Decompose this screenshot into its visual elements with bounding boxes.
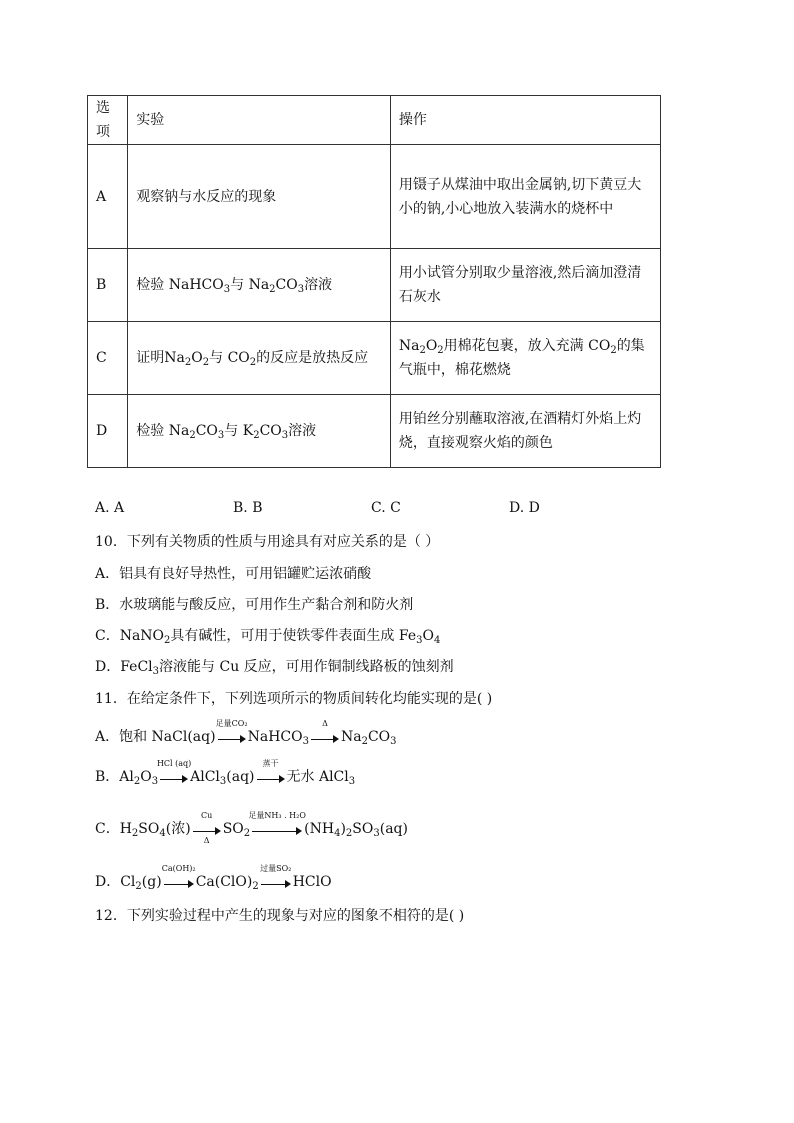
q9-option-c[interactable]: C. C	[371, 500, 401, 516]
row-operation	[390, 322, 660, 395]
subscript: 2	[164, 635, 171, 646]
text-part: CO	[259, 423, 282, 439]
text-part: 证明Na	[136, 350, 185, 366]
arrow-condition: Cu	[201, 811, 213, 820]
text-part: (NH	[304, 821, 335, 837]
text-part: 检验 Na	[136, 423, 190, 439]
subscript: 2	[133, 776, 141, 787]
subscript: 2	[361, 736, 368, 747]
text-part: 检验 NaHCO	[136, 277, 224, 293]
table-header-row	[88, 96, 661, 145]
reaction-arrow	[156, 759, 192, 784]
text-part: SO	[138, 821, 160, 837]
arrow-condition: Ca(OH)₂	[161, 864, 196, 873]
q10-option-b[interactable]: B．水玻璃能与酸反应，可用作生产黏合剂和防火剂	[95, 597, 414, 613]
text-part: (aq)	[379, 821, 408, 837]
row-option: D	[88, 395, 128, 468]
text-part: O	[422, 628, 434, 644]
text-part: SO	[352, 821, 374, 837]
header-experiment: 实验	[128, 96, 391, 145]
text-part: C．NaNO	[95, 628, 165, 644]
text-part: (g)	[141, 874, 162, 890]
q11-option-b[interactable]	[95, 759, 356, 787]
reaction-arrow	[161, 864, 196, 889]
q9-option-d[interactable]: D. D	[509, 500, 540, 516]
text-part: 无水 AlCl	[286, 769, 349, 785]
text-part: CO	[275, 277, 298, 293]
reaction-arrow	[248, 811, 306, 836]
subscript: 2	[437, 345, 444, 356]
text-part: Na	[340, 729, 362, 745]
row-option: A	[88, 145, 128, 249]
text-part: Na	[398, 338, 420, 354]
q11-option-d[interactable]	[95, 864, 332, 892]
arrow-condition: 足量CO₂	[215, 719, 248, 728]
q9-options	[95, 500, 540, 516]
text-part: 与 CO	[209, 350, 250, 366]
arrow-condition-below: Δ	[203, 836, 210, 845]
row-option: B	[88, 249, 128, 322]
subscript: 2	[131, 828, 139, 839]
text-part: 与 Na	[230, 277, 270, 293]
text-part: (aq)	[226, 769, 255, 785]
subscript: 2	[135, 881, 142, 892]
q11-option-a[interactable]	[95, 719, 397, 747]
text-part: CO	[367, 729, 391, 745]
text-part: 的反应是放热反应	[256, 350, 369, 366]
text-part: 溶液能与 Cu 反应，可用作铜制线路板的蚀刻剂	[159, 659, 454, 675]
subscript: 3	[416, 635, 423, 646]
table-row	[88, 395, 661, 468]
q10-option-c[interactable]	[95, 625, 440, 645]
row-experiment: 观察钠与水反应的现象	[128, 145, 391, 249]
subscript: 2	[249, 357, 257, 368]
arrow-condition: HCl (aq)	[156, 759, 192, 768]
q9-option-a[interactable]: A. A	[95, 500, 125, 516]
row-option: C	[88, 322, 128, 395]
text-part: A．饱和 NaCl(aq)	[95, 729, 216, 745]
q10-option-a[interactable]: A．铝具有良好导热性，可用铝罐贮运浓硝酸	[95, 566, 372, 582]
text-part: Ca(ClO)	[195, 874, 253, 890]
reaction-arrow	[193, 811, 221, 845]
reaction-arrow	[257, 759, 285, 784]
q10-option-d[interactable]	[95, 656, 454, 676]
subscript: 2	[610, 345, 617, 356]
text-part: O	[140, 769, 152, 785]
subscript: 3	[219, 776, 227, 787]
text-part: NaHCO	[247, 729, 303, 745]
reaction-arrow	[215, 719, 248, 744]
text-part: SO	[222, 821, 244, 837]
text-part: 溶液	[288, 423, 317, 439]
subscript: 3	[373, 828, 380, 839]
q9-option-b[interactable]: B. B	[233, 500, 263, 516]
text-part: D．Cl	[95, 874, 136, 890]
arrow-condition: 过量SO₂	[260, 864, 292, 873]
table-row	[88, 145, 661, 249]
subscript: 2	[189, 430, 196, 441]
subscript: 4	[433, 635, 441, 646]
q12-stem: 12．下列实验过程中产生的现象与对应的图象不相符的是( )	[95, 908, 465, 924]
subscript: 3	[151, 776, 159, 787]
row-operation: 用铂丝分别蘸取溶液,在酒精灯外焰上灼烧，直接观察火焰的颜色	[390, 395, 660, 468]
text-part: 溶液	[304, 277, 333, 293]
text-part: O	[425, 338, 438, 354]
subscript: 4	[159, 828, 166, 839]
subscript: 2	[253, 430, 260, 441]
subscript: 2	[252, 881, 259, 892]
text-part: 与 K	[224, 423, 254, 439]
arrow-condition: Δ	[322, 719, 328, 728]
table-row	[88, 322, 661, 395]
subscript: 2	[202, 357, 210, 368]
subscript: 3	[281, 430, 289, 441]
text-part: (浓)	[165, 821, 191, 837]
table-row	[88, 249, 661, 322]
q10-stem: 10．下列有关物质的性质与用途具有对应关系的是（ ）	[95, 534, 440, 550]
text-part: O	[191, 350, 203, 366]
text-part: C．H	[95, 821, 132, 837]
subscript: 3	[223, 284, 231, 295]
subscript: 3	[390, 736, 397, 747]
subscript: 3	[348, 776, 356, 787]
row-experiment	[128, 249, 391, 322]
header-option: 选项	[88, 96, 128, 145]
text-part: )	[340, 821, 346, 837]
text-part: B．Al	[95, 769, 134, 785]
subscript: 2	[419, 345, 426, 356]
subscript: 3	[297, 284, 305, 295]
text-part: HClO	[292, 874, 332, 890]
header-operation: 操作	[390, 96, 660, 145]
arrow-condition: 足量NH₃ . H₂O	[248, 811, 306, 820]
row-operation: 用小试管分别取少量溶液,然后滴加澄清石灰水	[390, 249, 660, 322]
row-experiment	[128, 395, 391, 468]
subscript: 2	[345, 828, 353, 839]
subscript: 4	[334, 828, 341, 839]
subscript: 3	[217, 430, 225, 441]
q11-stem: 11．在给定条件下，下列选项所示的物质间转化均能实现的是( )	[95, 691, 493, 707]
row-operation: 用镊子从煤油中取出金属钠,切下黄豆大小的钠,小心地放入装满水的烧杯中	[390, 145, 660, 249]
text-part: AlCl	[190, 769, 220, 785]
subscript: 2	[243, 828, 251, 839]
subscript: 2	[269, 284, 276, 295]
text-part: CO	[195, 423, 218, 439]
text-part: 用棉花包裹，放入充满 CO	[443, 338, 611, 354]
subscript: 2	[184, 357, 192, 368]
text-part: 的集气瓶中，棉花燃烧	[398, 338, 645, 378]
arrow-condition: 蒸干	[262, 759, 279, 768]
subscript: 3	[302, 736, 309, 747]
experiment-table	[87, 95, 661, 468]
reaction-arrow	[260, 864, 292, 889]
text-part: D．FeCl	[95, 659, 153, 675]
text-part: 具有碱性，可用于使铁零件表面生成 Fe	[170, 628, 417, 644]
row-experiment	[128, 322, 391, 395]
subscript: 3	[152, 666, 160, 677]
reaction-arrow	[311, 719, 339, 744]
q11-option-c[interactable]	[95, 811, 408, 845]
